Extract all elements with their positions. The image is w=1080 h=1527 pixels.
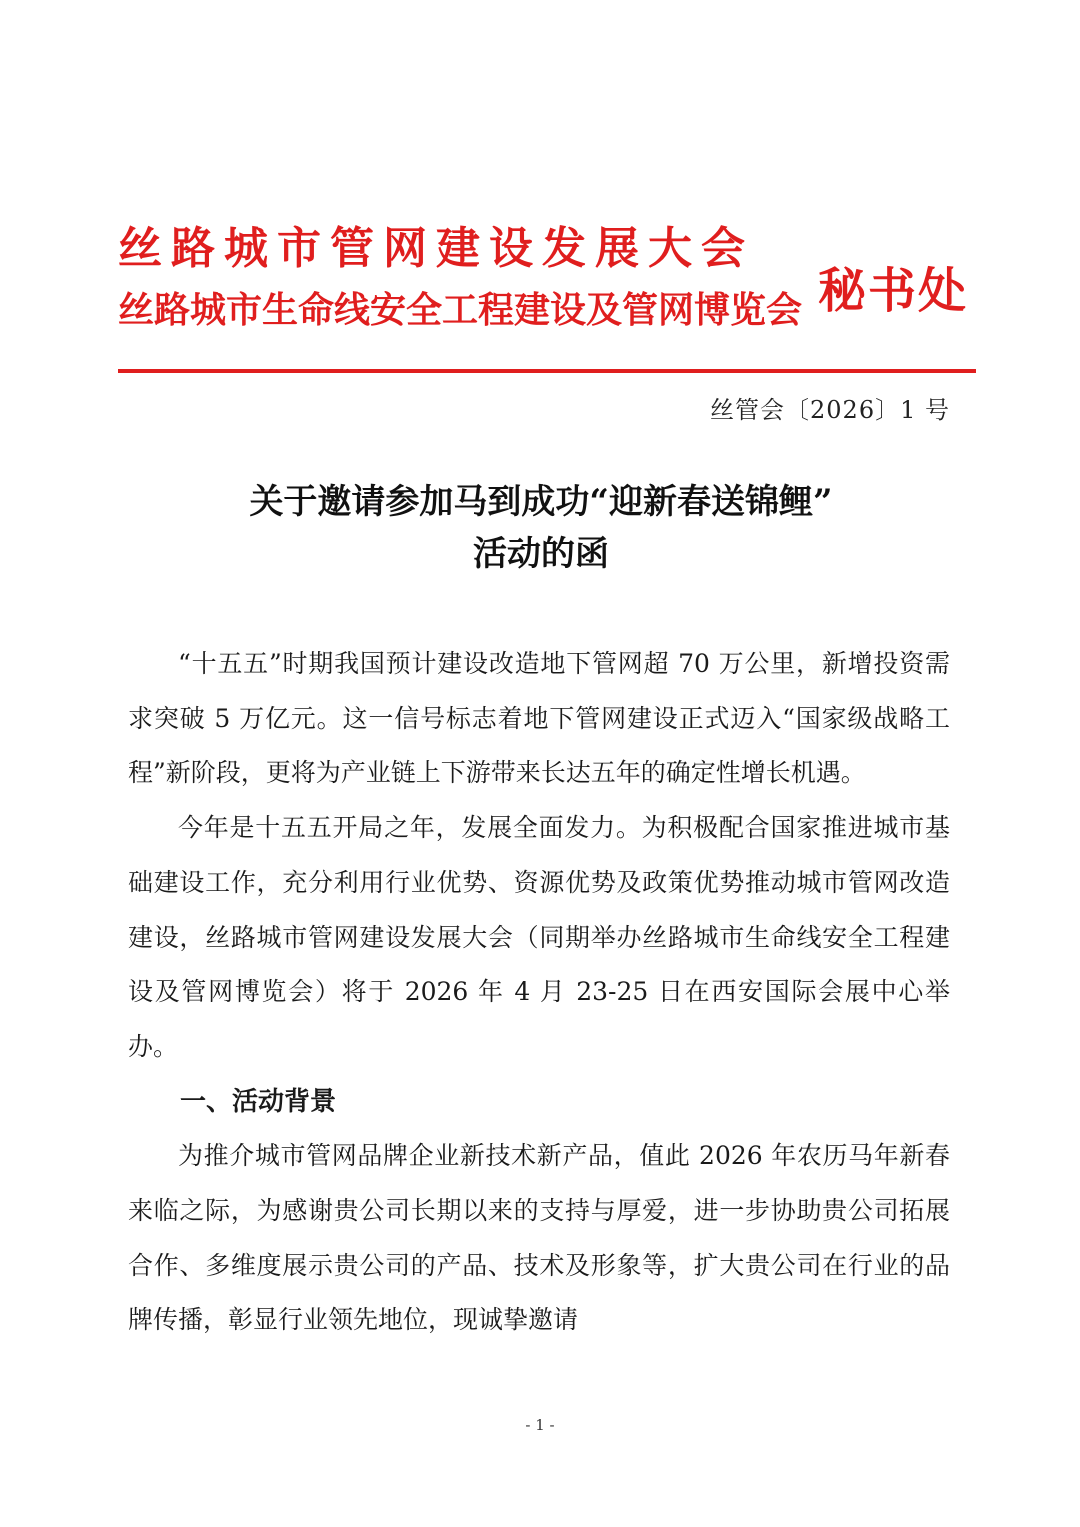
document-title-line-1: 关于邀请参加马到成功“迎新春送锦鲤” <box>249 482 833 522</box>
body-paragraph-2: 今年是十五五开局之年，发展全面发力。为积极配合国家推进城市基础建设工作，充分利用行业优势、资源优势及政策优势推动城市管网改造建设，丝路城市管网建设发展大会（同期举办丝路城市生命线安全工程建设及管网博览会）将于 2026 年 4 月 23-25 日在西安国际会展中心举办。 <box>128 813 950 1061</box>
org-name-expo: 丝路城市生命线安全工程建设及管网博览会 <box>118 289 803 331</box>
document-title-line-2: 活动的函 <box>473 534 609 574</box>
letterhead-red-divider <box>118 369 976 373</box>
document-body <box>128 637 950 1348</box>
org-name-conference: 丝路城市管网建设发展大会 <box>118 223 754 274</box>
section-heading-background: 一、活动背景 <box>180 1086 337 1117</box>
document-number: 丝管会〔2026〕1 号 <box>710 396 950 424</box>
letterhead-org-names <box>118 218 808 340</box>
letterhead-secretariat: 秘书处 <box>818 263 969 319</box>
body-paragraph-3: 为推介城市管网品牌企业新技术新产品，值此 2026 年农历马年新春来临之际，为感谢贵公司长期以来的支持与厚爱，进一步协助贵公司拓展合作、多维度展示贵公司的产品、技术及形象等，扩大贵公司在行业的品牌传播，彰显行业领先地位，现诚挚邀请 <box>128 1141 950 1335</box>
body-paragraph-1: “十五五”时期我国预计建设改造地下管网超 70 万公里，新增投资需求突破 5 万亿元。这一信号标志着地下管网建设正式迈入“国家级战略工程”新阶段，更将为产业链上下游带来长达五年的确定性增长机遇。 <box>128 649 950 788</box>
document-title <box>118 476 964 580</box>
page-number: - 1 - <box>525 1416 555 1434</box>
